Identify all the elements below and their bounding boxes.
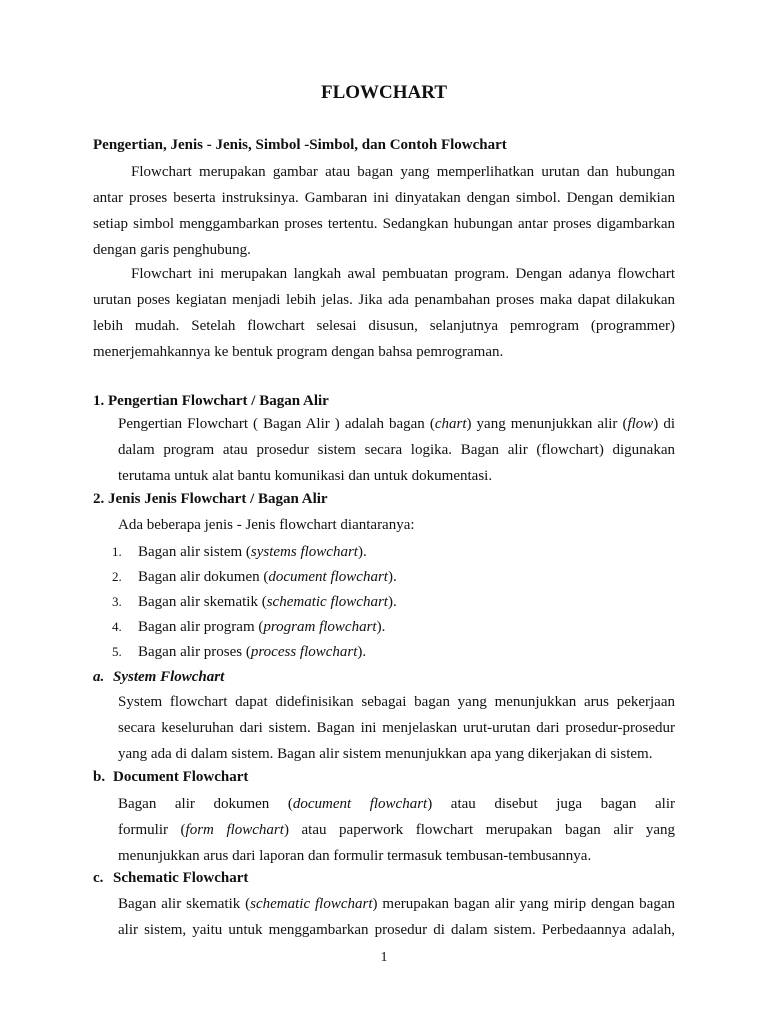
text-run: Bagan alir dokumen ( (138, 569, 269, 585)
text-run: formulir ( (118, 822, 186, 838)
subsection-b-heading (93, 769, 248, 786)
subsection-a-heading (93, 669, 224, 686)
text-run: ) atau disebut juga bagan alir (427, 796, 675, 812)
list-item (112, 639, 397, 664)
text-run: Bagan alir dokumen ( (118, 796, 293, 812)
italic-term: document flowchart (292, 796, 428, 812)
paragraph-line: dalam program atau prosedur sistem secara logika. Bagan alir (flowchart) digunakan (118, 442, 675, 458)
intro-paragraph-1 (93, 159, 675, 263)
subsection-label: b. (93, 769, 106, 785)
paragraph-line (118, 817, 675, 843)
section-2-lead (118, 512, 675, 538)
flowchart-types-list (112, 539, 397, 664)
list-number: 1. (112, 544, 122, 559)
subsection-title: Schematic Flowchart (113, 870, 249, 886)
text-run: ). (357, 644, 367, 660)
paragraph-line (118, 411, 675, 437)
section-1-body (118, 411, 675, 489)
italic-term: flow (627, 416, 654, 432)
subsection-a-body (118, 689, 675, 767)
paragraph-line: antar proses beserta instruksinya. Gambaran ini dinyatakan dengan simbol. Dengan demikian (93, 190, 675, 206)
paragraph-line: menerjemahkannya ke bentuk program dengan bahsa pemrograman. (93, 344, 504, 360)
subsection-title: Document Flowchart (113, 769, 249, 785)
paragraph-line (118, 791, 675, 817)
italic-term: chart (434, 416, 467, 432)
text-run: ) merupakan bagan alir yang mirip dengan bagan (372, 896, 675, 912)
section-1-heading: 1. Pengertian Flowchart / Bagan Alir (93, 393, 329, 409)
subsection-b-body (118, 791, 675, 869)
text-run: ). (357, 544, 367, 560)
list-number: 3. (112, 594, 122, 609)
section-2-heading: 2. Jenis Jenis Flowchart / Bagan Alir (93, 491, 328, 507)
list-item (112, 589, 397, 614)
main-heading: Pengertian, Jenis - Jenis, Simbol -Simbol, dan Contoh Flowchart (93, 137, 507, 153)
paragraph-line: alir sistem, yaitu untuk menggambarkan prosedur di dalam sistem. Perbedaannya adalah, (118, 922, 675, 938)
paragraph-line: System flowchart dapat didefinisikan sebagai bagan yang menunjukkan arus pekerjaan (118, 694, 675, 710)
text-run: Bagan alir proses ( (138, 644, 251, 660)
text-run: Pengertian Flowchart ( Bagan Alir ) adalah bagan ( (118, 416, 435, 432)
text-run: ). (387, 569, 397, 585)
subsection-c-body (118, 891, 675, 943)
italic-term: schematic flowchart (266, 594, 388, 610)
document-title: FLOWCHART (320, 82, 447, 103)
text-run: Bagan alir program ( (138, 619, 264, 635)
list-number: 2. (112, 569, 122, 584)
text-run: Bagan alir skematik ( (118, 896, 251, 912)
paragraph-line: secara keseluruhan dari sistem. Bagan ini menjelaskan urut-urutan dari prosedur-prosedur (118, 720, 675, 736)
list-number: 4. (112, 619, 122, 634)
list-item (112, 614, 397, 639)
paragraph-line: yang ada di dalam sistem. Bagan alir sistem menunjukkan apa yang dikerjakan di sistem. (118, 746, 653, 762)
list-item (112, 539, 397, 564)
italic-term: form flowchart (185, 822, 284, 838)
paragraph-line: Ada beberapa jenis - Jenis flowchart diantaranya: (118, 517, 415, 533)
subsection-label: a. (93, 669, 105, 685)
paragraph-line: menunjukkan arus dari laporan dan formulir termasuk tembusan-tembusannya. (118, 848, 592, 864)
paragraph-line: urutan poses kegiatan menjadi lebih jelas. Jika ada penambahan proses maka dapat dilakukan (93, 292, 675, 308)
page-number: 1 (380, 950, 388, 965)
subsection-title: System Flowchart (113, 669, 225, 685)
subsection-label: c. (93, 870, 104, 886)
text-run: ) atau paperwork flowchart merupakan bagan alir yang (283, 822, 676, 838)
paragraph-line: Flowchart merupakan gambar atau bagan yang memperlihatkan urutan dan hubungan (131, 164, 675, 180)
paragraph-line (118, 891, 675, 917)
paragraph-line: setiap simbol menggambarkan proses tertentu. Sedangkan hubungan antar proses digambarkan (93, 216, 675, 232)
italic-term: process flowchart (250, 644, 358, 660)
text-run: ). (387, 594, 397, 610)
text-run: ). (376, 619, 386, 635)
italic-term: schematic flowchart (250, 896, 373, 912)
text-run: Bagan alir sistem ( (138, 544, 251, 560)
paragraph-line: dengan garis penghubung. (93, 242, 251, 258)
intro-paragraph-2 (93, 261, 675, 365)
paragraph-line: terutama untuk alat bantu komunikasi dan untuk dokumentasi. (118, 468, 493, 484)
italic-term: document flowchart (268, 569, 388, 585)
text-run: Bagan alir skematik ( (138, 594, 267, 610)
list-number: 5. (112, 644, 122, 659)
text-run: ) di (653, 416, 675, 432)
italic-term: systems flowchart (250, 544, 358, 560)
subsection-c-heading (93, 870, 248, 887)
list-item (112, 564, 397, 589)
italic-term: program flowchart (263, 619, 377, 635)
paragraph-line: Flowchart ini merupakan langkah awal pembuatan program. Dengan adanya flowchart (131, 266, 675, 282)
text-run: ) yang menunjukkan alir ( (466, 416, 628, 432)
paragraph-line: lebih mudah. Setelah flowchart selesai disusun, selanjutnya pemrogram (programmer) (93, 318, 675, 334)
